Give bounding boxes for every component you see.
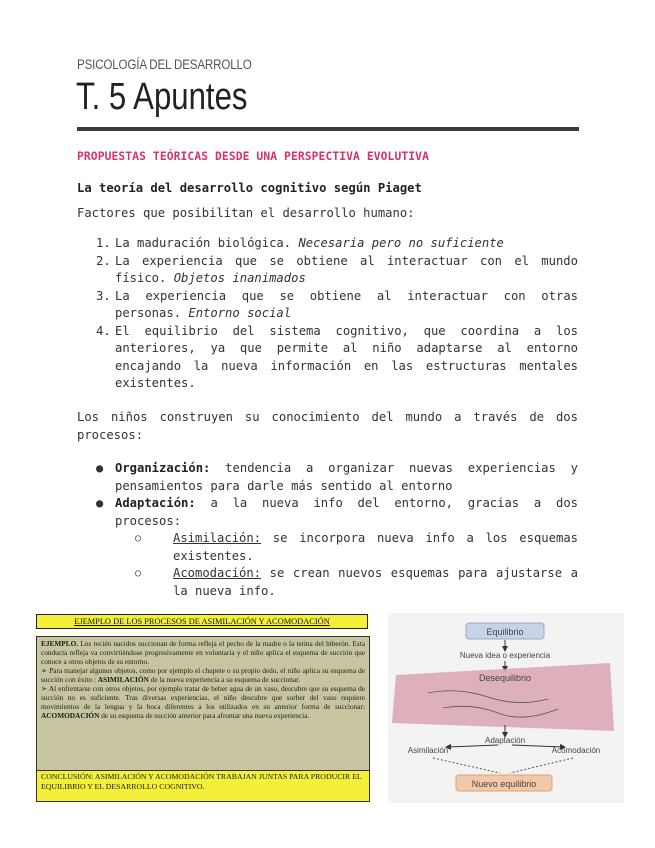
equilibrio-label: Equilibrio xyxy=(486,627,524,637)
example-paragraph xyxy=(41,639,365,666)
list-text: La maduración biológica. xyxy=(115,236,299,250)
subprocesses-list xyxy=(115,530,578,600)
circle-bullet-icon: ○ xyxy=(135,568,142,579)
list-note: Entorno social xyxy=(188,306,292,320)
list-text: La experiencia que se obtiene al interactuar con el mundo físico. xyxy=(115,253,578,285)
list-item xyxy=(96,495,578,530)
list-item xyxy=(96,253,578,288)
example-conclusion: CONCLUSIÓN: ASIMILACIÓN Y ACOMODACIÓN TRABAJAN JUNTAS PARA PRODUCIR EL EQUILIBRIO Y EL DESARROLLO COGNITIVO. xyxy=(36,770,370,802)
intro-text: Factores que posibilitan el desarrollo humano: xyxy=(77,206,415,220)
example-text: Los recién nacidos succionan de forma refleja el pecho de la madre o la tetina del biberón. Esta conducta refleja va convirtiéndose progresivamente en voluntaria y el niño aplica el esquema de succión que conoce a otros objetos de su entorno. xyxy=(41,639,365,666)
bullet-icon: ● xyxy=(96,461,104,475)
nueva-experiencia-label: Nueva idea o experiencia xyxy=(459,651,551,660)
example-keyword: ACOMODACIÓN xyxy=(41,711,100,720)
list-item xyxy=(96,235,578,253)
definition: se incorpora nueva info a los esquemas existentes. xyxy=(173,531,578,563)
example-text: ➢ Para manejar algunos objetos, como por ejemplo el chupete o su propio dedo, el niño aplica su esquema de succión con éxito : xyxy=(41,666,365,684)
nuevo-equilibrio-label: Nuevo equilibrio xyxy=(471,779,537,789)
dashed-arrow xyxy=(433,758,500,773)
desequilibrio-label: Desequilibrio xyxy=(478,673,532,683)
example-keyword: ASIMILACIÓN xyxy=(97,675,149,684)
list-text: El equilibrio del sistema cognitivo, que coordina a los anteriores, ya que permite al niño adaptarse al entorno encajando la nueva información en las estructuras mentales existentes. xyxy=(115,323,578,390)
processes-paragraph: Los niños construyen su conocimiento del mundo a través de dos procesos: xyxy=(77,410,578,442)
adaptacion-label: Adaptación xyxy=(484,736,526,745)
list-number: 3. xyxy=(96,288,111,303)
factors-list xyxy=(96,235,578,393)
example-header: EJEMPLO DE LOS PROCESOS DE ASIMILACIÓN Y ACOMODACIÓN xyxy=(36,614,368,629)
list-item xyxy=(96,323,578,393)
course-name: PSICOLOGÍA DEL DESARROLLO xyxy=(77,57,252,72)
piaget-diagram xyxy=(388,613,624,803)
definition: se crean nuevos esquemas para ajustarse a la nueva info. xyxy=(173,566,578,598)
list-number: 1. xyxy=(96,236,111,250)
list-item xyxy=(115,530,578,565)
list-text: La experiencia que se obtiene al interactuar con otras personas. xyxy=(115,288,578,320)
title-divider xyxy=(77,127,579,131)
bullet-icon: ● xyxy=(96,496,104,510)
term: Asimilación: xyxy=(173,531,262,545)
dashed-arrow xyxy=(510,758,573,773)
definition: tendencia a organizar nuevas experiencias y pensamientos para darle más sentido al entorno xyxy=(115,461,578,493)
term: Organización: xyxy=(115,461,211,475)
circle-bullet-icon: ○ xyxy=(135,533,142,544)
example-text: de su esquema de succión anterior para afrontar una nueva experiencia. xyxy=(99,711,310,720)
term: Acomodación: xyxy=(173,566,262,580)
example-body xyxy=(36,636,370,774)
diagram-svg xyxy=(388,613,624,803)
term: Adaptación: xyxy=(115,496,196,510)
example-lead: EJEMPLO. xyxy=(41,639,79,648)
list-item xyxy=(96,460,578,495)
asimilacion-label: Asimilación xyxy=(407,746,449,755)
list-item xyxy=(115,565,578,600)
subheading: La teoría del desarrollo cognitivo según Piaget xyxy=(77,181,422,195)
section-title: PROPUESTAS TEÓRICAS DESDE UNA PERSPECTIVA EVOLUTIVA xyxy=(77,150,429,163)
definition: a la nueva info del entorno, gracias a dos procesos: xyxy=(115,496,578,528)
list-number: 2. xyxy=(96,253,111,268)
list-note: Objetos inanimados xyxy=(173,271,306,285)
example-text: de la nueva experiencia a su esquema de succionar. xyxy=(148,675,300,684)
example-paragraph xyxy=(41,684,365,720)
example-paragraph xyxy=(41,666,365,684)
example-figure xyxy=(34,612,372,802)
processes-list xyxy=(96,460,578,600)
arrow xyxy=(448,745,498,747)
page-title: T. 5 Apuntes xyxy=(76,76,248,118)
acomodacion-label: Acomodación xyxy=(551,746,601,755)
example-text: ➢ Al enfrentarse con otros objetos, por ejemplo tratar de beber agua de un vaso, descubre que su esquema de succión no es suficiente. Tras diversas experiencias, el niño descubre que sorber del vaso requiere movimientos de la lengua y la boca diferentes a los utilizados en su anterior forma de succionar: xyxy=(41,684,365,711)
list-number: 4. xyxy=(96,323,111,338)
list-item xyxy=(96,288,578,323)
list-note: Necesaria pero no suficiente xyxy=(298,236,504,250)
